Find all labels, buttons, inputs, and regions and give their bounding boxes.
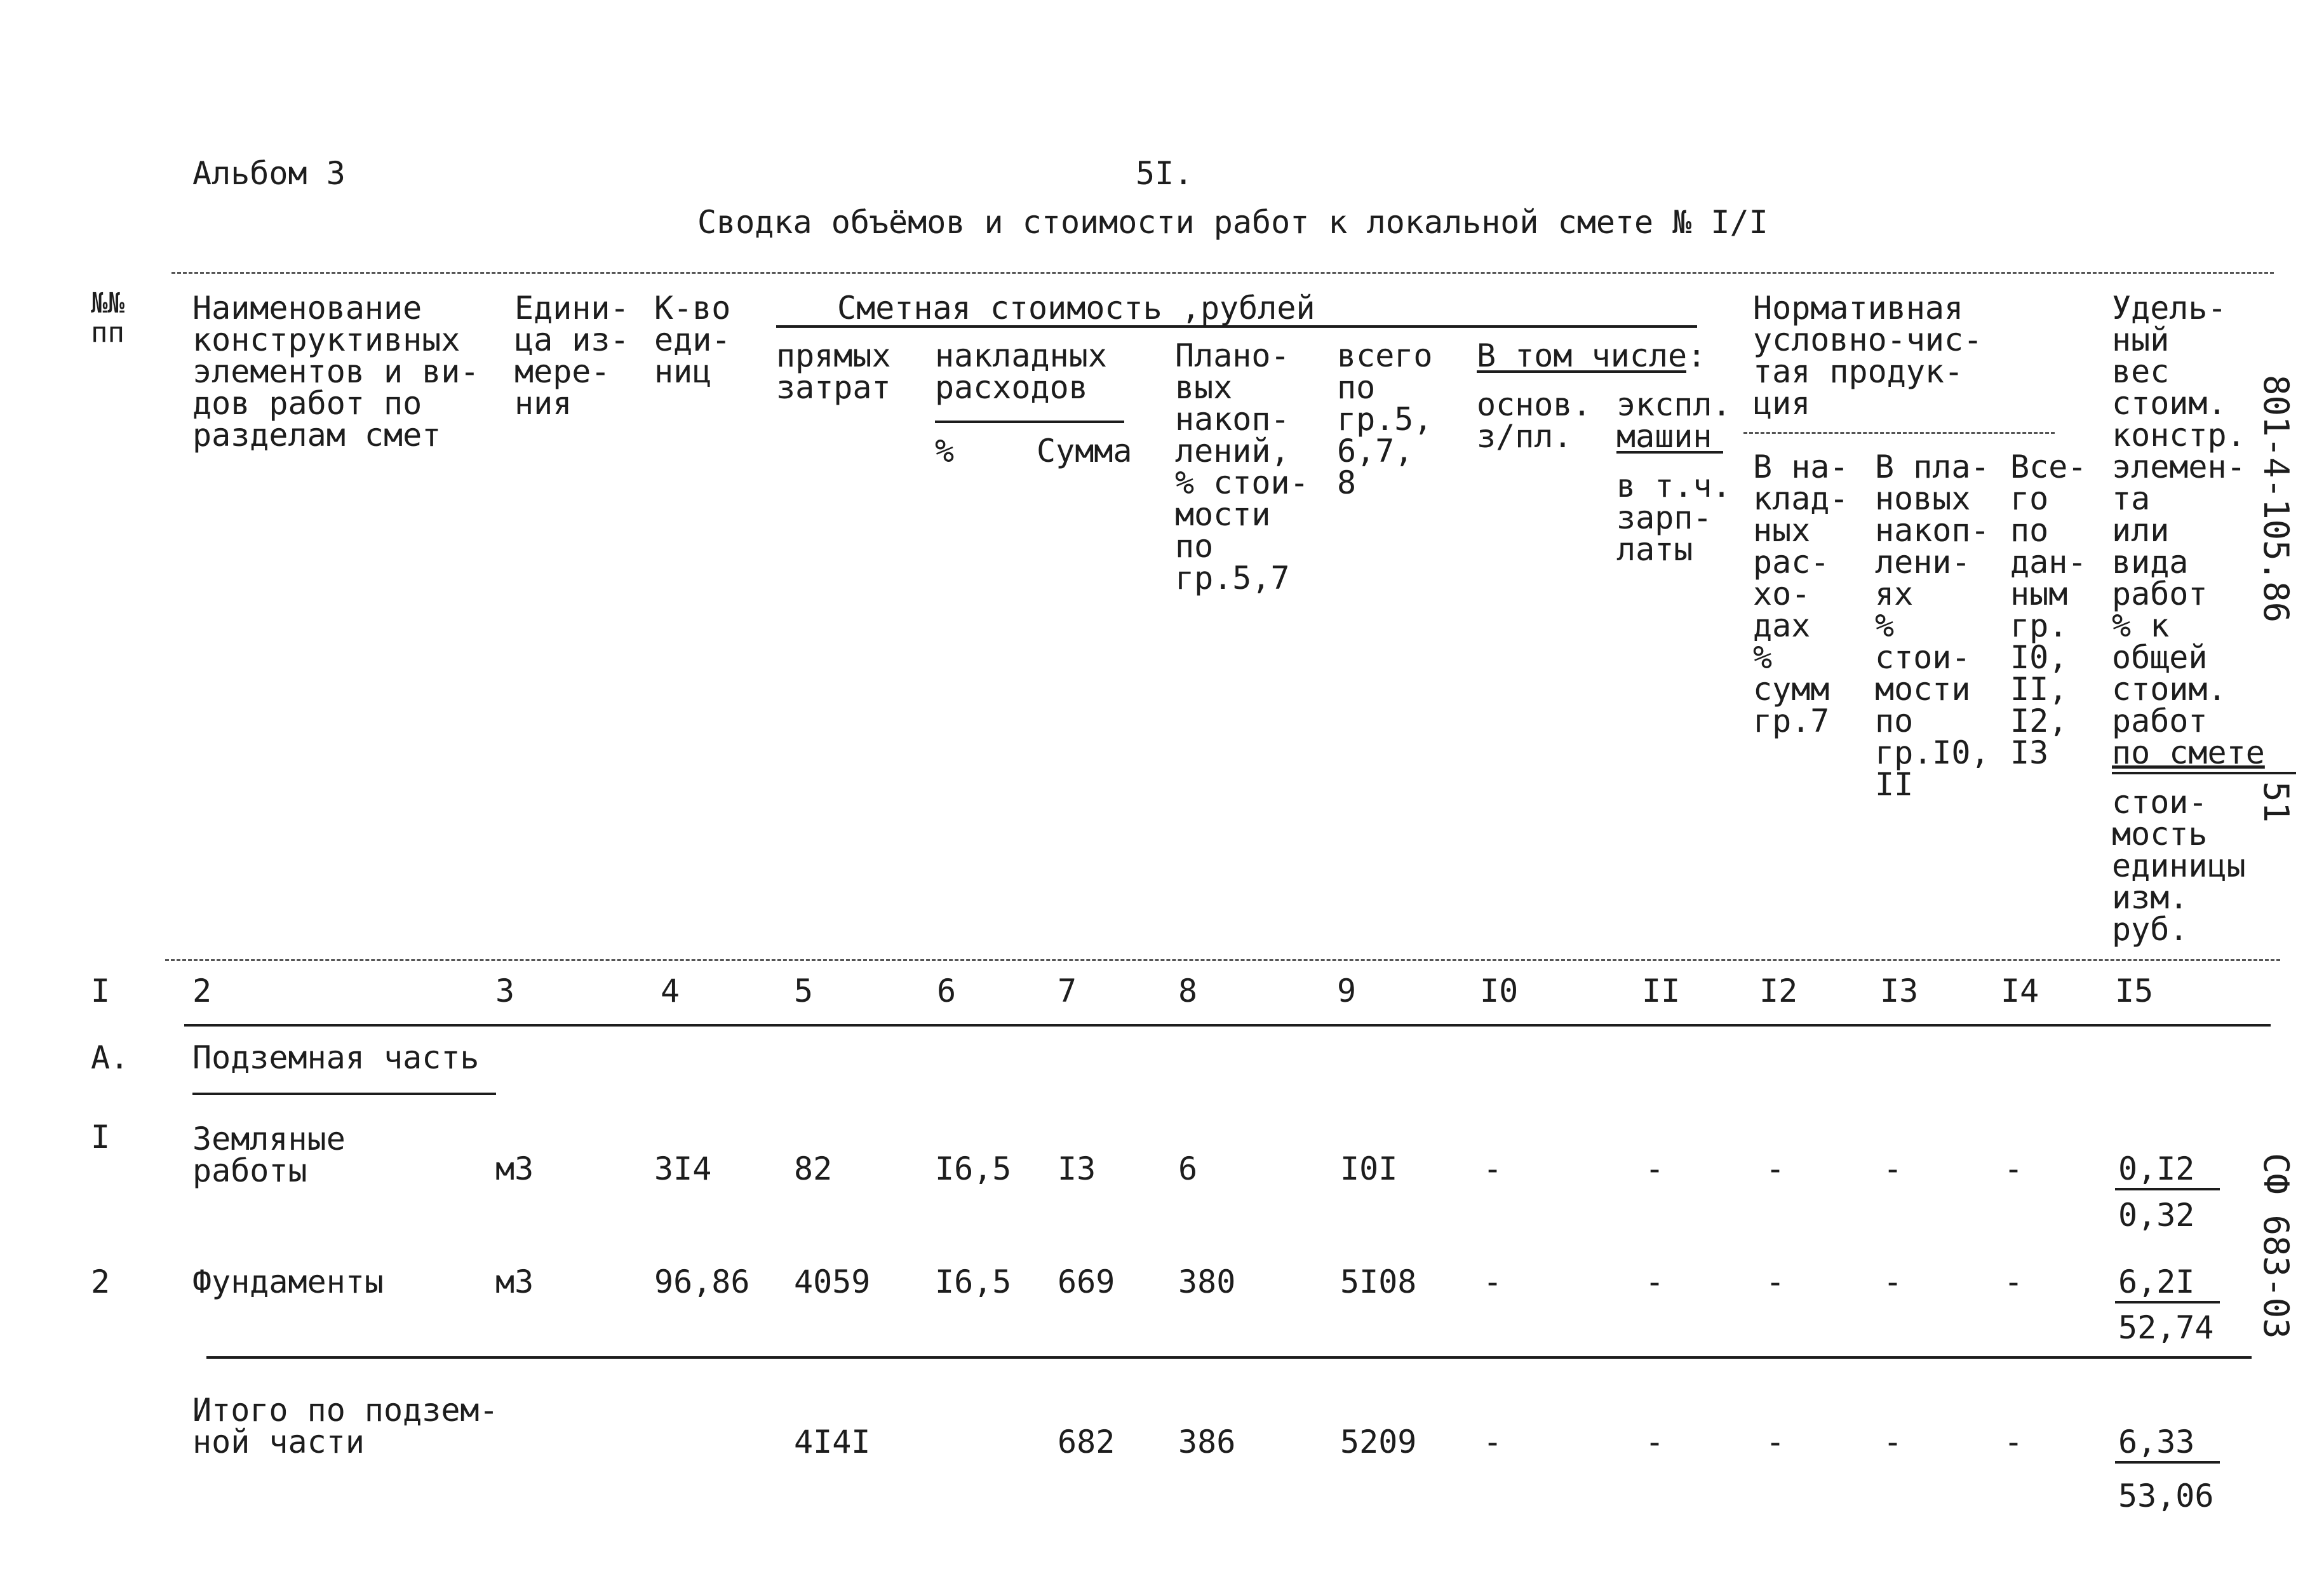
header-num: №№ пп (91, 287, 124, 349)
row2-c14: - (2004, 1263, 2024, 1300)
row2-name: Фундаменты (192, 1263, 384, 1300)
row2-fraction-bar (2115, 1301, 2220, 1303)
row2-direct: 4059 (794, 1263, 871, 1300)
total-planned: 386 (1178, 1424, 1236, 1460)
row2-unit: м3 (495, 1263, 534, 1300)
row1-unit-cost: 0,32 (2118, 1197, 2195, 1234)
row2-share: 6,2I (2118, 1263, 2195, 1300)
row1-qty: 3I4 (654, 1150, 712, 1187)
header-norm-total: Все- го по дан- ным гр. I0, II, I2, I3 (2010, 448, 2087, 771)
norm-group-rule (1743, 432, 2055, 434)
header-unit: Едини- ца из- мере- ния (514, 290, 629, 422)
col-num-12: I2 (1759, 973, 1798, 1009)
side-code-series: 801-4-105.86 (2256, 375, 2296, 623)
header-norm-planned: В пла- новых накоп- лени- ях % стои- мости по гр.I0, II (1875, 448, 1990, 803)
header-direct: прямых затрат (776, 337, 891, 406)
row1-unit: м3 (495, 1150, 534, 1187)
row2-c12: - (1766, 1263, 1785, 1300)
total-fraction-bar (2115, 1461, 2220, 1464)
total-share: 6,33 (2118, 1424, 2195, 1460)
total-c11: - (1645, 1424, 1665, 1460)
row1-c14: - (2004, 1150, 2024, 1187)
row2-sum: 669 (1058, 1263, 1115, 1300)
total-unit-cost: 53,06 (2118, 1478, 2214, 1514)
row2-total: 5I08 (1340, 1263, 1417, 1300)
header-machines-wage: в т.ч. зарп- латы (1616, 468, 1731, 568)
header-share-tail: по смете (2112, 734, 2265, 771)
row1-c12: - (1766, 1150, 1785, 1187)
section-letter: А. (91, 1039, 130, 1076)
col-num-15: I5 (2115, 973, 2154, 1009)
row2-qty: 96,86 (654, 1263, 750, 1300)
header-norm-group: Нормативная условно-чис- тая продук- ция (1753, 290, 1983, 422)
header-overhead-sum: Сумма (1037, 433, 1132, 469)
header-overhead-pct: % (935, 433, 955, 469)
row1-fraction-bar (2115, 1188, 2220, 1190)
total-name: Итого по подзем- ной части (192, 1392, 499, 1460)
total-direct: 4I4I (794, 1424, 871, 1460)
document-title: Сводка объёмов и стоимости работ к локальной смете № I/I (697, 204, 1768, 241)
col-num-8: 8 (1178, 973, 1198, 1009)
header-norm-overhead: В на- клад- ных рас- хо- дах % сумм гр.7 (1753, 448, 1849, 739)
column-numbers-rule (184, 1024, 2271, 1027)
header-share: Удель- ный вес стоим. констр. элемен- та или вида работ % к общей стоим. работ (2112, 290, 2246, 739)
row1-pct: I6,5 (935, 1150, 1012, 1187)
row1-name: Земляные работы (192, 1121, 346, 1189)
header-name: Наименование конструктивных элементов и ви- дов работ по разделам смет (192, 290, 480, 454)
incl-underline (1477, 370, 1686, 373)
header-unit-cost: стои- мость единицы изм. руб. (2112, 784, 2246, 948)
row1-share: 0,I2 (2118, 1150, 2195, 1187)
col-num-1: I (91, 973, 111, 1009)
row1-c13: - (1883, 1150, 1903, 1187)
row1-c11: - (1645, 1150, 1665, 1187)
total-total: 5209 (1340, 1424, 1417, 1460)
album-label: Альбом 3 (192, 155, 346, 192)
row1-planned: 6 (1178, 1150, 1198, 1187)
col-num-9: 9 (1337, 973, 1357, 1009)
row2-pct: I6,5 (935, 1263, 1012, 1300)
header-qty: К-во еди- ниц (654, 290, 731, 390)
header-planned: Плано- вых накоп- лений, % стои- мости по гр.5,7 (1175, 337, 1309, 596)
total-rule (206, 1356, 2252, 1359)
col-num-4: 4 (661, 973, 680, 1009)
row1-sum: I3 (1058, 1150, 1096, 1187)
col-num-10: I0 (1480, 973, 1519, 1009)
col-num-13: I3 (1880, 973, 1919, 1009)
row1-num: I (91, 1119, 111, 1155)
total-c10: - (1483, 1424, 1503, 1460)
row2-planned: 380 (1178, 1263, 1236, 1300)
col-num-3: 3 (495, 973, 515, 1009)
page-number: 5I. (1136, 155, 1193, 192)
col-num-7: 7 (1058, 973, 1077, 1009)
header-total: всего по гр.5, 6,7, 8 (1337, 337, 1433, 501)
header-overhead: накладных расходов (935, 337, 1107, 406)
total-c12: - (1766, 1424, 1785, 1460)
row2-c13: - (1883, 1263, 1903, 1300)
col-num-6: 6 (937, 973, 957, 1009)
row2-num: 2 (91, 1263, 111, 1300)
row1-direct: 82 (794, 1150, 833, 1187)
header-machines: экспл. машин (1616, 386, 1731, 455)
row2-c11: - (1645, 1263, 1665, 1300)
total-c13: - (1883, 1424, 1903, 1460)
col-num-5: 5 (794, 973, 814, 1009)
col-num-11: II (1642, 973, 1681, 1009)
section-title-underline (192, 1093, 496, 1095)
row1-c10: - (1483, 1150, 1503, 1187)
row1-total: I0I (1340, 1150, 1398, 1187)
col-num-2: 2 (192, 973, 212, 1009)
header-top-rule (171, 272, 2274, 274)
header-incl: В том числе: (1477, 337, 1707, 374)
overhead-underline (935, 421, 1124, 423)
side-code-page: 51 (2256, 781, 2296, 823)
row2-unit-cost: 52,74 (2118, 1309, 2214, 1346)
col-num-14: I4 (2001, 973, 2039, 1009)
section-title: Подземная часть (192, 1039, 480, 1076)
total-c14: - (2004, 1424, 2024, 1460)
side-code-stamp: СФ 683-03 (2256, 1153, 2296, 1339)
header-cost-group: Сметная стоимость ,рублей (837, 290, 1315, 327)
header-bottom-rule (165, 959, 2280, 961)
cost-group-underline (776, 325, 1697, 328)
share-underline (2112, 772, 2296, 774)
total-sum: 682 (1058, 1424, 1115, 1460)
header-base-wage: основ. з/пл. (1477, 386, 1592, 455)
machines-underline (1616, 451, 1723, 454)
row2-c10: - (1483, 1263, 1503, 1300)
